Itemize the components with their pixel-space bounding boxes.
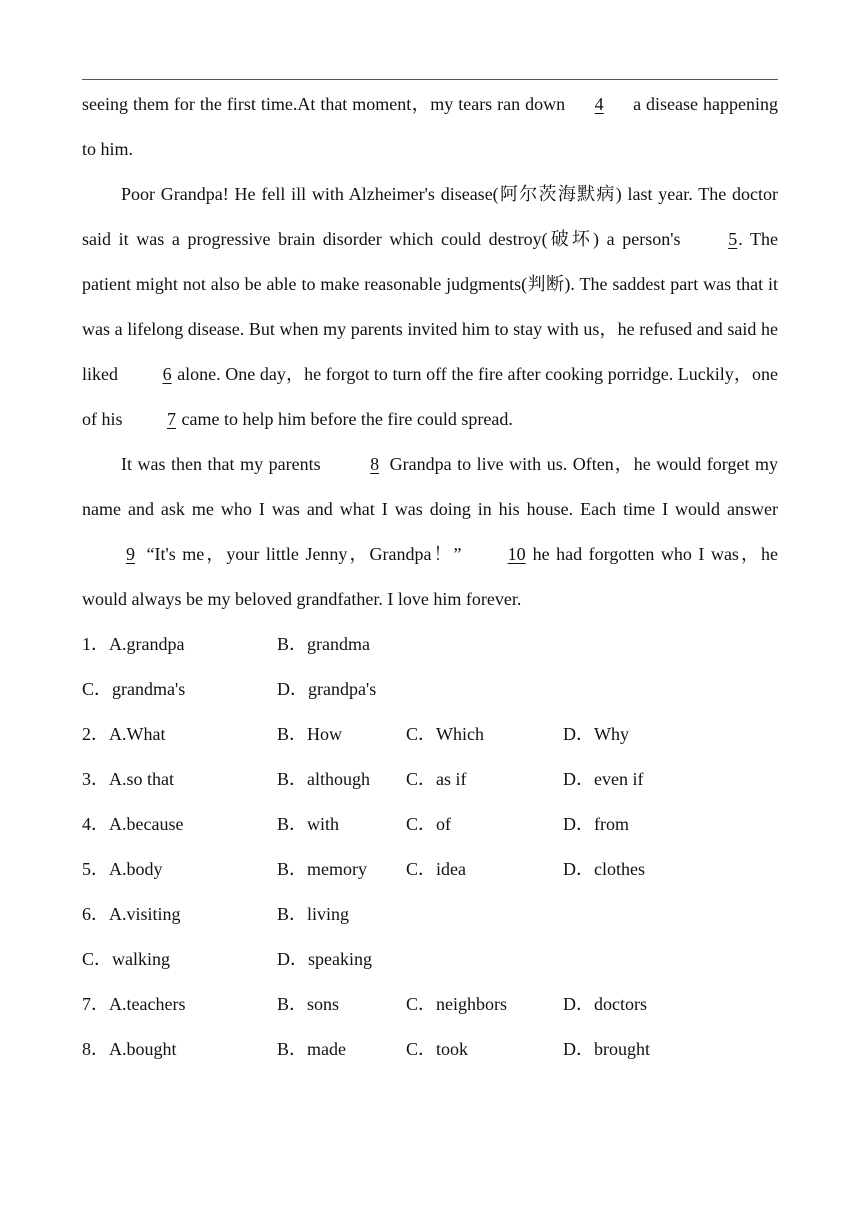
question-row xyxy=(82,757,778,802)
option-a: 3．A.so that xyxy=(82,769,174,789)
blank-7: 7 xyxy=(167,409,176,429)
option-b: B．although xyxy=(277,769,370,789)
question-row xyxy=(82,667,778,712)
question-row xyxy=(82,892,778,937)
option-d: D．doctors xyxy=(563,994,647,1014)
option-d: D．from xyxy=(563,814,629,834)
option-a: 2．A.What xyxy=(82,724,166,744)
question-row xyxy=(82,802,778,847)
option-b: B．memory xyxy=(277,859,367,879)
option-a: 4．A.because xyxy=(82,814,184,834)
header-rule xyxy=(82,79,778,80)
option-c: C．grandma's xyxy=(82,679,186,699)
passage-text: seeing them for the first time.At that moment，my tears ran down xyxy=(82,94,571,114)
passage-text: came to help him before the fire could spread. xyxy=(177,409,513,429)
option-d: D．grandpa's xyxy=(277,679,377,699)
passage-text: Poor Grandpa! He fell ill with Alzheimer's disease(阿尔茨海默病) last year. The doctor said it was a progressive brain disorder which could destroy(破坏) a person's xyxy=(82,184,778,249)
passage-text: alone. One day，he forgot to turn off the fire after cooking porridge. Luckily，one of his xyxy=(82,364,778,429)
passage-paragraph-3 xyxy=(82,442,778,622)
passage-paragraph-2 xyxy=(82,172,778,442)
passage-paragraph-1 xyxy=(82,82,778,172)
option-b: B．grandma xyxy=(277,634,370,654)
blank-6: 6 xyxy=(162,364,172,384)
option-c: C．took xyxy=(406,1039,469,1059)
option-d: D．brought xyxy=(563,1039,650,1059)
passage-text: Grandpa to live with us. Often，he would forget my name and ask me who I was and what I was doing in his house. Each time I would answer xyxy=(82,454,778,519)
blank-8: 8 xyxy=(370,454,380,474)
option-a: 8．A.bought xyxy=(82,1039,177,1059)
option-c: C．neighbors xyxy=(406,994,507,1014)
blank-9: 9 xyxy=(126,544,135,564)
question-row xyxy=(82,982,778,1027)
blank-10: 10 xyxy=(507,544,526,564)
option-b: B．made xyxy=(277,1039,346,1059)
option-d: D．even if xyxy=(563,769,644,789)
passage-text: . The patient might not also be able to make reasonable judgments(判断). The saddest part was that it was a lifelong disease. But when my parents invited him to stay with us，he refused and said he liked xyxy=(82,229,778,384)
option-a: 1．A.grandpa xyxy=(82,634,185,654)
option-c: C．walking xyxy=(82,949,170,969)
option-c: C．idea xyxy=(406,859,466,879)
option-c: C．Which xyxy=(406,724,484,744)
option-b: B．living xyxy=(277,904,350,924)
option-d: D．speaking xyxy=(277,949,372,969)
question-row xyxy=(82,1027,778,1072)
option-d: D．clothes xyxy=(563,859,645,879)
option-a: 6．A.visiting xyxy=(82,904,181,924)
blank-4: 4 xyxy=(594,94,604,114)
option-d: D．Why xyxy=(563,724,629,744)
question-row xyxy=(82,712,778,757)
passage-text: he had forgotten who I was，he would always be my beloved grandfather. I love him forever. xyxy=(82,544,779,609)
option-a: 5．A.body xyxy=(82,859,163,879)
passage-text: It was then that my parents xyxy=(121,454,327,474)
option-c: C．as if xyxy=(406,769,467,789)
option-a: 7．A.teachers xyxy=(82,994,186,1014)
question-row xyxy=(82,847,778,892)
passage-text: a disease happening to him. xyxy=(82,94,778,159)
option-b: B．with xyxy=(277,814,340,834)
passage-text: “It's me，your little Jenny，Grandpa！” xyxy=(140,544,469,564)
option-c: C．of xyxy=(406,814,451,834)
document-body xyxy=(82,82,778,1072)
answer-options xyxy=(82,622,778,1072)
question-row xyxy=(82,622,778,667)
option-b: B．How xyxy=(277,724,343,744)
option-b: B．sons xyxy=(277,994,340,1014)
blank-5: 5 xyxy=(728,229,738,249)
question-row xyxy=(82,937,778,982)
